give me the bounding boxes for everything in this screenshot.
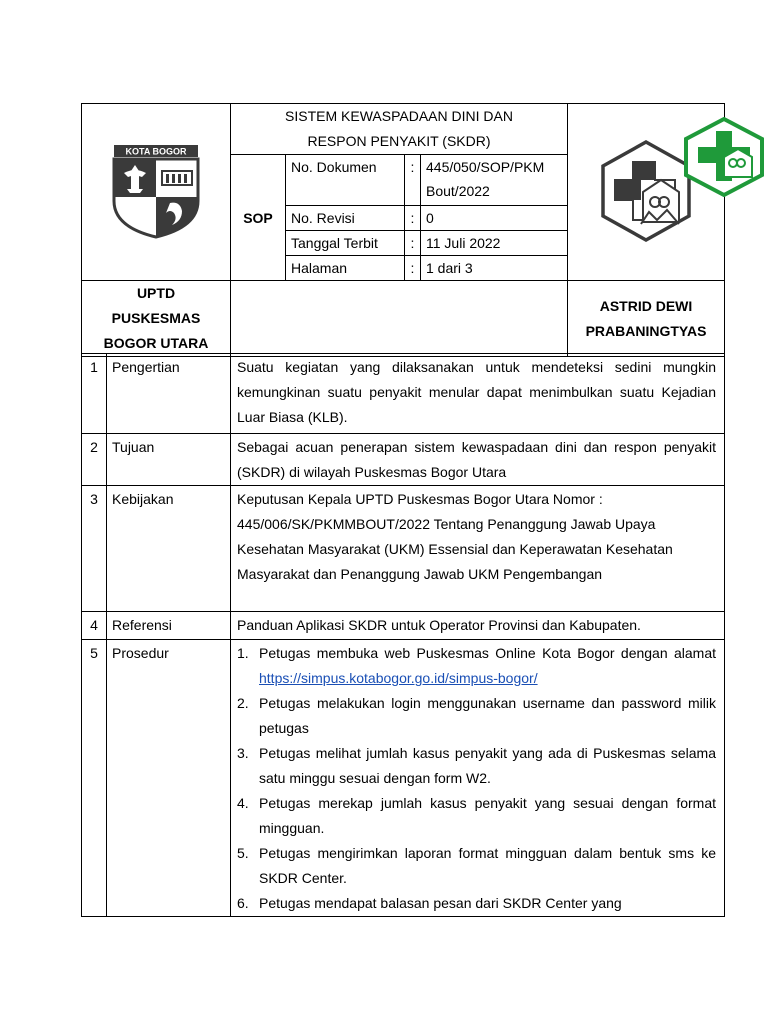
document-title-cell	[231, 104, 568, 155]
section-text: Sebagai acuan penerapan sistem kewaspadaan dini dan respon penyakit (SKDR) di wilayah Puskesmas Bogor Utara	[231, 434, 725, 486]
section-label: Prosedur	[107, 640, 231, 917]
simpus-url-link[interactable]: https://simpus.kotabogor.go.id/simpus-bogor/	[259, 670, 538, 686]
sop-content-table	[81, 353, 725, 917]
step-text: Petugas merekap jumlah kasus penyakit yang sesuai dengan format mingguan.	[259, 795, 716, 836]
section-number: 5	[82, 640, 107, 917]
meta-label-tanggal: Tanggal Terbit	[286, 231, 405, 256]
section-row	[82, 486, 725, 612]
sop-header-table	[81, 103, 725, 357]
meta-label-revisi: No. Revisi	[286, 206, 405, 231]
section-number: 3	[82, 486, 107, 612]
procedure-list	[237, 641, 716, 916]
section-label: Pengertian	[107, 354, 231, 434]
section-label: Tujuan	[107, 434, 231, 486]
meta-label-halaman: Halaman	[286, 256, 405, 281]
step-number: 1.	[237, 645, 249, 661]
step-number: 5.	[237, 845, 249, 861]
document-title-line2: RESPON PENYAKIT (SKDR)	[307, 133, 491, 149]
section-number: 1	[82, 354, 107, 434]
section-number: 4	[82, 612, 107, 640]
step-number: 3.	[237, 745, 249, 761]
step-number: 6.	[237, 895, 249, 911]
meta-value-dokumen: 445/050/SOP/PKM Bout/2022	[421, 155, 568, 206]
step-text: Petugas melakukan login menggunakan username dan password milik petugas	[259, 695, 716, 736]
procedure-cell	[231, 640, 725, 917]
document-title-line1: SISTEM KEWASPADAAN DINI DAN	[285, 108, 513, 124]
sop-label: SOP	[243, 209, 273, 226]
section-number: 2	[82, 434, 107, 486]
meta-colon: :	[405, 155, 421, 206]
procedure-step	[237, 691, 716, 741]
meta-value-tanggal: 11 Juli 2022	[421, 231, 568, 256]
kota-bogor-emblem-icon	[110, 143, 202, 239]
step-number: 2.	[237, 695, 249, 711]
meta-colon: :	[405, 206, 421, 231]
meta-label-dokumen: No. Dokumen	[286, 155, 405, 206]
section-label: Referensi	[107, 612, 231, 640]
org-line1: UPTD	[136, 285, 176, 301]
procedure-step	[237, 791, 716, 841]
section-row	[82, 434, 725, 486]
org-line3: BOGOR UTARA	[103, 335, 209, 351]
meta-colon: :	[405, 256, 421, 281]
procedure-step	[237, 741, 716, 791]
signer-line2: PRABANINGTYAS	[585, 322, 707, 339]
step-text: Petugas melihat jumlah kasus penyakit yang ada di Puskesmas selama satu minggu sesuai dengan form W2.	[259, 745, 716, 786]
step-text: Petugas membuka web Puskesmas Online Kota Bogor dengan alamat	[259, 645, 716, 661]
green-cross-badge-icon	[682, 117, 766, 197]
section-text: Suatu kegiatan yang dilaksanakan untuk mendeteksi sedini mungkin kemungkinan suatu penyakit menular dapat menimbulkan suatu Kejadian Luar Biasa (KLB).	[231, 354, 725, 434]
section-text: Keputusan Kepala UPTD Puskesmas Bogor Utara Nomor : 445/006/SK/PKMMBOUT/2022 Tentang Penanggung Jawab Upaya Kesehatan Masyarakat (UKM) Essensial dan Keperawatan Kesehatan Masyarakat dan Penanggung Jawab UKM Pengembangan	[231, 486, 725, 612]
org-line2: PUSKESMAS	[111, 310, 201, 326]
meta-colon: :	[405, 231, 421, 256]
section-row	[82, 354, 725, 434]
procedure-step	[237, 841, 716, 891]
logo-label: KOTA BOGOR	[125, 146, 187, 156]
kota-bogor-logo-cell	[82, 104, 231, 281]
meta-value-halaman: 1 dari 3	[421, 256, 568, 281]
signature-area-cell	[231, 281, 568, 357]
section-row	[82, 612, 725, 640]
step-text: Petugas mengirimkan laporan format mingguan dalam bentuk sms ke SKDR Center.	[259, 845, 716, 886]
step-text: Petugas mendapat balasan pesan dari SKDR Center yang	[259, 895, 622, 911]
meta-value-revisi: 0	[421, 206, 568, 231]
sop-label-cell	[231, 155, 286, 281]
procedure-step	[237, 891, 716, 916]
signer-line1: ASTRID DEWI	[599, 297, 693, 314]
section-label: Kebijakan	[107, 486, 231, 612]
step-number: 4.	[237, 795, 249, 811]
signer-cell	[568, 281, 725, 357]
organization-cell	[82, 281, 231, 357]
procedure-step	[237, 641, 716, 691]
section-row	[82, 640, 725, 917]
section-text: Panduan Aplikasi SKDR untuk Operator Provinsi dan Kabupaten.	[231, 612, 725, 640]
